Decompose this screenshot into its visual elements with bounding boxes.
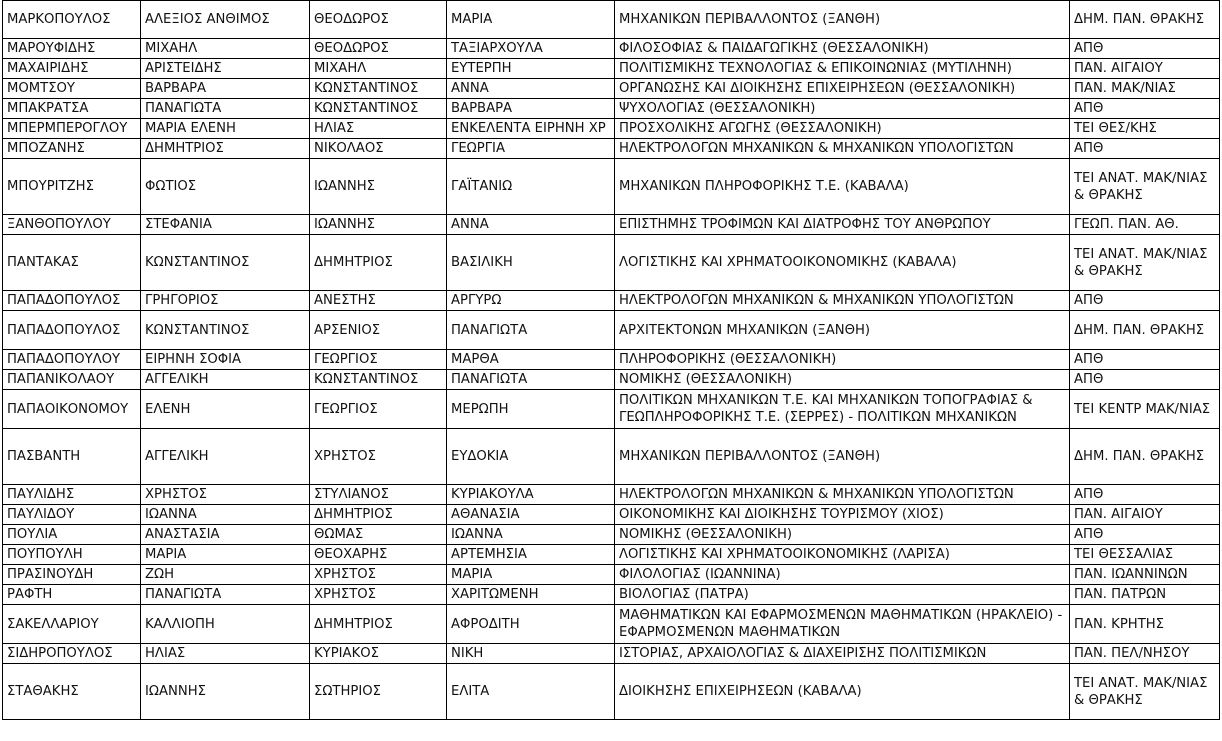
mother-name-cell: ΠΑΝΑΓΙΩΤΑ: [447, 311, 615, 350]
mother-name-cell: ΒΑΡΒΑΡΑ: [447, 99, 615, 119]
institution-cell: ΤΕΙ ΚΕΝΤΡ ΜΑΚ/ΝΙΑΣ: [1070, 390, 1220, 429]
institution-cell: ΑΠΘ: [1070, 525, 1220, 545]
father-name-cell: ΔΗΜΗΤΡΙΟΣ: [310, 605, 447, 644]
surname-cell: ΠΑΣΒΑΝΤΗ: [3, 429, 141, 485]
father-name-cell: ΘΕΟΔΩΡΟΣ: [310, 39, 447, 59]
first-name-cell: ΙΩΑΝΝΗΣ: [141, 664, 310, 720]
table-row: [3, 485, 1220, 505]
father-name-cell: ΘΕΟΧΑΡΗΣ: [310, 545, 447, 565]
department-cell: ΗΛΕΚΤΡΟΛΟΓΩΝ ΜΗΧΑΝΙΚΩΝ & ΜΗΧΑΝΙΚΩΝ ΥΠΟΛΟΓΙΣΤΩΝ: [615, 139, 1070, 159]
mother-name-cell: ΕΥΤΕΡΠΗ: [447, 59, 615, 79]
father-name-cell: ΘΕΟΔΩΡΟΣ: [310, 1, 447, 39]
department-cell: ΝΟΜΙΚΗΣ (ΘΕΣΣΑΛΟΝΙΚΗ): [615, 370, 1070, 390]
father-name-cell: ΧΡΗΣΤΟΣ: [310, 565, 447, 585]
department-cell: ΛΟΓΙΣΤΙΚΗΣ ΚΑΙ ΧΡΗΜΑΤΟΟΙΚΟΝΟΜΙΚΗΣ (ΛΑΡΙΣΑ): [615, 545, 1070, 565]
father-name-cell: ΘΩΜΑΣ: [310, 525, 447, 545]
department-cell: ΜΑΘΗΜΑΤΙΚΩΝ ΚΑΙ ΕΦΑΡΜΟΣΜΕΝΩΝ ΜΑΘΗΜΑΤΙΚΩΝ (ΗΡΑΚΛΕΙΟ) - ΕΦΑΡΜΟΣΜΕΝΩΝ ΜΑΘΗΜΑΤΙΚΩΝ: [615, 605, 1070, 644]
mother-name-cell: ΜΑΡΙΑ: [447, 1, 615, 39]
institution-cell: ΤΕΙ ΑΝΑΤ. ΜΑΚ/ΝΙΑΣ & ΘΡΑΚΗΣ: [1070, 664, 1220, 720]
surname-cell: ΠΑΠΑΟΙΚΟΝΟΜΟΥ: [3, 390, 141, 429]
father-name-cell: ΑΝΕΣΤΗΣ: [310, 291, 447, 311]
surname-cell: ΜΠΑΚΡΑΤΣΑ: [3, 99, 141, 119]
mother-name-cell: ΑΝΝΑ: [447, 215, 615, 235]
department-cell: ΠΛΗΡΟΦΟΡΙΚΗΣ (ΘΕΣΣΑΛΟΝΙΚΗ): [615, 350, 1070, 370]
first-name-cell: ΑΓΓΕΛΙΚΗ: [141, 370, 310, 390]
department-cell: ΜΗΧΑΝΙΚΩΝ ΠΕΡΙΒΑΛΛΟΝΤΟΣ (ΞΑΝΘΗ): [615, 429, 1070, 485]
first-name-cell: ΚΑΛΛΙΟΠΗ: [141, 605, 310, 644]
first-name-cell: ΑΝΑΣΤΑΣΙΑ: [141, 525, 310, 545]
institution-cell: ΠΑΝ. ΠΑΤΡΩΝ: [1070, 585, 1220, 605]
mother-name-cell: ΕΛΙΤΑ: [447, 664, 615, 720]
father-name-cell: ΓΕΩΡΓΙΟΣ: [310, 390, 447, 429]
first-name-cell: ΑΛΕΞΙΟΣ ΑΝΘΙΜΟΣ: [141, 1, 310, 39]
first-name-cell: ΠΑΝΑΓΙΩΤΑ: [141, 585, 310, 605]
father-name-cell: ΚΩΝΣΤΑΝΤΙΝΟΣ: [310, 370, 447, 390]
surname-cell: ΜΑΡΟΥΦΙΔΗΣ: [3, 39, 141, 59]
mother-name-cell: ΒΑΣΙΛΙΚΗ: [447, 235, 615, 291]
mother-name-cell: ΜΑΡΘΑ: [447, 350, 615, 370]
table-row: [3, 159, 1220, 215]
father-name-cell: ΓΕΩΡΓΙΟΣ: [310, 350, 447, 370]
table-row: [3, 429, 1220, 485]
surname-cell: ΠΑΠΑΔΟΠΟΥΛΟΣ: [3, 311, 141, 350]
mother-name-cell: ΙΩΑΝΝΑ: [447, 525, 615, 545]
table-row: [3, 605, 1220, 644]
institution-cell: ΠΑΝ. ΑΙΓΑΙΟΥ: [1070, 59, 1220, 79]
surname-cell: ΞΑΝΘΟΠΟΥΛΟΥ: [3, 215, 141, 235]
table-row: [3, 664, 1220, 720]
first-name-cell: ΑΡΙΣΤΕΙΔΗΣ: [141, 59, 310, 79]
father-name-cell: ΧΡΗΣΤΟΣ: [310, 429, 447, 485]
first-name-cell: ΜΑΡΙΑ: [141, 545, 310, 565]
surname-cell: ΠΑΥΛΙΔΗΣ: [3, 485, 141, 505]
mother-name-cell: ΓΕΩΡΓΙΑ: [447, 139, 615, 159]
surname-cell: ΠΡΑΣΙΝΟΥΔΗ: [3, 565, 141, 585]
first-name-cell: ΧΡΗΣΤΟΣ: [141, 485, 310, 505]
department-cell: ΔΙΟΙΚΗΣΗΣ ΕΠΙΧΕΙΡΗΣΕΩΝ (ΚΑΒΑΛΑ): [615, 664, 1070, 720]
institution-cell: ΑΠΘ: [1070, 99, 1220, 119]
institution-cell: ΔΗΜ. ΠΑΝ. ΘΡΑΚΗΣ: [1070, 311, 1220, 350]
mother-name-cell: ΤΑΞΙΑΡΧΟΥΛΑ: [447, 39, 615, 59]
surname-cell: ΣΤΑΘΑΚΗΣ: [3, 664, 141, 720]
mother-name-cell: ΝΙΚΗ: [447, 644, 615, 664]
mother-name-cell: ΕΝΚΕΛΕΝΤΑ ΕΙΡΗΝΗ ΧΡ: [447, 119, 615, 139]
surname-cell: ΜΠΕΡΜΠΕΡΟΓΛΟΥ: [3, 119, 141, 139]
institution-cell: ΑΠΘ: [1070, 485, 1220, 505]
father-name-cell: ΚΩΝΣΤΑΝΤΙΝΟΣ: [310, 99, 447, 119]
father-name-cell: ΜΙΧΑΗΛ: [310, 59, 447, 79]
institution-cell: ΤΕΙ ΑΝΑΤ. ΜΑΚ/ΝΙΑΣ & ΘΡΑΚΗΣ: [1070, 235, 1220, 291]
department-cell: ΟΡΓΑΝΩΣΗΣ ΚΑΙ ΔΙΟΙΚΗΣΗΣ ΕΠΙΧΕΙΡΗΣΕΩΝ (ΘΕΣΣΑΛΟΝΙΚΗ): [615, 79, 1070, 99]
mother-name-cell: ΑΡΤΕΜΗΣΙΑ: [447, 545, 615, 565]
institution-cell: ΠΑΝ. ΙΩΑΝΝΙΝΩΝ: [1070, 565, 1220, 585]
institution-cell: ΠΑΝ. ΚΡΗΤΗΣ: [1070, 605, 1220, 644]
institution-cell: ΔΗΜ. ΠΑΝ. ΘΡΑΚΗΣ: [1070, 429, 1220, 485]
mother-name-cell: ΜΕΡΩΠΗ: [447, 390, 615, 429]
department-cell: ΙΣΤΟΡΙΑΣ, ΑΡΧΑΙΟΛΟΓΙΑΣ & ΔΙΑΧΕΙΡΙΣΗΣ ΠΟΛΙΤΙΣΜΙΚΩΝ: [615, 644, 1070, 664]
table-row: [3, 585, 1220, 605]
first-name-cell: ΑΓΓΕΛΙΚΗ: [141, 429, 310, 485]
table-row: [3, 311, 1220, 350]
institution-cell: ΔΗΜ. ΠΑΝ. ΘΡΑΚΗΣ: [1070, 1, 1220, 39]
first-name-cell: ΜΑΡΙΑ ΕΛΕΝΗ: [141, 119, 310, 139]
table-row: [3, 1, 1220, 39]
table-row: [3, 291, 1220, 311]
institution-cell: ΑΠΘ: [1070, 139, 1220, 159]
first-name-cell: ΖΩΗ: [141, 565, 310, 585]
institution-cell: ΤΕΙ ΘΕΣΣΑΛΙΑΣ: [1070, 545, 1220, 565]
father-name-cell: ΚΥΡΙΑΚΟΣ: [310, 644, 447, 664]
surname-cell: ΣΑΚΕΛΛΑΡΙΟΥ: [3, 605, 141, 644]
first-name-cell: ΙΩΑΝΝΑ: [141, 505, 310, 525]
father-name-cell: ΔΗΜΗΤΡΙΟΣ: [310, 505, 447, 525]
institution-cell: ΠΑΝ. ΜΑΚ/ΝΙΑΣ: [1070, 79, 1220, 99]
first-name-cell: ΚΩΝΣΤΑΝΤΙΝΟΣ: [141, 235, 310, 291]
first-name-cell: ΓΡΗΓΟΡΙΟΣ: [141, 291, 310, 311]
table-row: [3, 370, 1220, 390]
mother-name-cell: ΕΥΔΟΚΙΑ: [447, 429, 615, 485]
surname-cell: ΜΠΟΥΡΙΤΖΗΣ: [3, 159, 141, 215]
department-cell: ΝΟΜΙΚΗΣ (ΘΕΣΣΑΛΟΝΙΚΗ): [615, 525, 1070, 545]
surname-cell: ΠΑΠΑΔΟΠΟΥΛΟΥ: [3, 350, 141, 370]
institution-cell: ΑΠΘ: [1070, 370, 1220, 390]
department-cell: ΠΟΛΙΤΙΚΩΝ ΜΗΧΑΝΙΚΩΝ Τ.Ε. ΚΑΙ ΜΗΧΑΝΙΚΩΝ ΤΟΠΟΓΡΑΦΙΑΣ & ΓΕΩΠΛΗΡΟΦΟΡΙΚΗΣ Τ.Ε. (ΣΕΡΡΕΣ) - ΠΟΛΙΤΙΚΩΝ ΜΗΧΑΝΙΚΩΝ: [615, 390, 1070, 429]
department-cell: ΜΗΧΑΝΙΚΩΝ ΠΛΗΡΟΦΟΡΙΚΗΣ Τ.Ε. (ΚΑΒΑΛΑ): [615, 159, 1070, 215]
department-cell: ΟΙΚΟΝΟΜΙΚΗΣ ΚΑΙ ΔΙΟΙΚΗΣΗΣ ΤΟΥΡΙΣΜΟΥ (ΧΙΟΣ): [615, 505, 1070, 525]
department-cell: ΑΡΧΙΤΕΚΤΟΝΩΝ ΜΗΧΑΝΙΚΩΝ (ΞΑΝΘΗ): [615, 311, 1070, 350]
father-name-cell: ΗΛΙΑΣ: [310, 119, 447, 139]
mother-name-cell: ΑΡΓΥΡΩ: [447, 291, 615, 311]
institution-cell: ΠΑΝ. ΑΙΓΑΙΟΥ: [1070, 505, 1220, 525]
institution-cell: ΤΕΙ ΑΝΑΤ. ΜΑΚ/ΝΙΑΣ & ΘΡΑΚΗΣ: [1070, 159, 1220, 215]
mother-name-cell: ΑΦΡΟΔΙΤΗ: [447, 605, 615, 644]
mother-name-cell: ΧΑΡΙΤΩΜΕΝΗ: [447, 585, 615, 605]
table-row: [3, 59, 1220, 79]
first-name-cell: ΕΙΡΗΝΗ ΣΟΦΙΑ: [141, 350, 310, 370]
mother-name-cell: ΑΘΑΝΑΣΙΑ: [447, 505, 615, 525]
institution-cell: ΑΠΘ: [1070, 39, 1220, 59]
department-cell: ΒΙΟΛΟΓΙΑΣ (ΠΑΤΡΑ): [615, 585, 1070, 605]
surname-cell: ΡΑΦΤΗ: [3, 585, 141, 605]
department-cell: ΕΠΙΣΤΗΜΗΣ ΤΡΟΦΙΜΩΝ ΚΑΙ ΔΙΑΤΡΟΦΗΣ ΤΟΥ ΑΝΘΡΩΠΟΥ: [615, 215, 1070, 235]
first-name-cell: ΔΗΜΗΤΡΙΟΣ: [141, 139, 310, 159]
department-cell: ΗΛΕΚΤΡΟΛΟΓΩΝ ΜΗΧΑΝΙΚΩΝ & ΜΗΧΑΝΙΚΩΝ ΥΠΟΛΟΓΙΣΤΩΝ: [615, 291, 1070, 311]
father-name-cell: ΝΙΚΟΛΑΟΣ: [310, 139, 447, 159]
mother-name-cell: ΜΑΡΙΑ: [447, 565, 615, 585]
table-row: [3, 390, 1220, 429]
department-cell: ΦΙΛΟΣΟΦΙΑΣ & ΠΑΙΔΑΓΩΓΙΚΗΣ (ΘΕΣΣΑΛΟΝΙΚΗ): [615, 39, 1070, 59]
father-name-cell: ΧΡΗΣΤΟΣ: [310, 585, 447, 605]
surname-cell: ΠΑΠΑΝΙΚΟΛΑΟΥ: [3, 370, 141, 390]
first-name-cell: ΣΤΕΦΑΝΙΑ: [141, 215, 310, 235]
table-row: [3, 350, 1220, 370]
table-row: [3, 525, 1220, 545]
table-row: [3, 99, 1220, 119]
table-row: [3, 235, 1220, 291]
department-cell: ΨΥΧΟΛΟΓΙΑΣ (ΘΕΣΣΑΛΟΝΙΚΗ): [615, 99, 1070, 119]
surname-cell: ΣΙΔΗΡΟΠΟΥΛΟΣ: [3, 644, 141, 664]
first-name-cell: ΕΛΕΝΗ: [141, 390, 310, 429]
father-name-cell: ΚΩΝΣΤΑΝΤΙΝΟΣ: [310, 79, 447, 99]
first-name-cell: ΦΩΤΙΟΣ: [141, 159, 310, 215]
surname-cell: ΜΑΧΑΙΡΙΔΗΣ: [3, 59, 141, 79]
first-name-cell: ΠΑΝΑΓΙΩΤΑ: [141, 99, 310, 119]
mother-name-cell: ΚΥΡΙΑΚΟΥΛΑ: [447, 485, 615, 505]
institution-cell: ΠΑΝ. ΠΕΛ/ΝΗΣΟΥ: [1070, 644, 1220, 664]
surname-cell: ΜΠΟΖΑΝΗΣ: [3, 139, 141, 159]
surname-cell: ΠΑΝΤΑΚΑΣ: [3, 235, 141, 291]
father-name-cell: ΙΩΑΝΝΗΣ: [310, 215, 447, 235]
department-cell: ΛΟΓΙΣΤΙΚΗΣ ΚΑΙ ΧΡΗΜΑΤΟΟΙΚΟΝΟΜΙΚΗΣ (ΚΑΒΑΛΑ): [615, 235, 1070, 291]
department-cell: ΗΛΕΚΤΡΟΛΟΓΩΝ ΜΗΧΑΝΙΚΩΝ & ΜΗΧΑΝΙΚΩΝ ΥΠΟΛΟΓΙΣΤΩΝ: [615, 485, 1070, 505]
table-row: [3, 119, 1220, 139]
institution-cell: ΑΠΘ: [1070, 291, 1220, 311]
first-name-cell: ΗΛΙΑΣ: [141, 644, 310, 664]
first-name-cell: ΒΑΡΒΑΡΑ: [141, 79, 310, 99]
table-row: [3, 215, 1220, 235]
department-cell: ΠΡΟΣΧΟΛΙΚΗΣ ΑΓΩΓΗΣ (ΘΕΣΣΑΛΟΝΙΚΗ): [615, 119, 1070, 139]
father-name-cell: ΙΩΑΝΝΗΣ: [310, 159, 447, 215]
surname-cell: ΜΟΜΤΣΟΥ: [3, 79, 141, 99]
institution-cell: ΤΕΙ ΘΕΣ/ΚΗΣ: [1070, 119, 1220, 139]
first-name-cell: ΚΩΝΣΤΑΝΤΙΝΟΣ: [141, 311, 310, 350]
mother-name-cell: ΑΝΝΑ: [447, 79, 615, 99]
surname-cell: ΠΑΥΛΙΔΟΥ: [3, 505, 141, 525]
department-cell: ΦΙΛΟΛΟΓΙΑΣ (ΙΩΑΝΝΙΝΑ): [615, 565, 1070, 585]
father-name-cell: ΣΩΤΗΡΙΟΣ: [310, 664, 447, 720]
table-row: [3, 139, 1220, 159]
institution-cell: ΑΠΘ: [1070, 350, 1220, 370]
surname-cell: ΠΟΥΠΟΥΛΗ: [3, 545, 141, 565]
surname-cell: ΠΟΥΛΙΑ: [3, 525, 141, 545]
department-cell: ΜΗΧΑΝΙΚΩΝ ΠΕΡΙΒΑΛΛΟΝΤΟΣ (ΞΑΝΘΗ): [615, 1, 1070, 39]
institution-cell: ΓΕΩΠ. ΠΑΝ. ΑΘ.: [1070, 215, 1220, 235]
department-cell: ΠΟΛΙΤΙΣΜΙΚΗΣ ΤΕΧΝΟΛΟΓΙΑΣ & ΕΠΙΚΟΙΝΩΝΙΑΣ (ΜΥΤΙΛΗΝΗ): [615, 59, 1070, 79]
table-row: [3, 505, 1220, 525]
mother-name-cell: ΠΑΝΑΓΙΩΤΑ: [447, 370, 615, 390]
surname-cell: ΜΑΡΚΟΠΟΥΛΟΣ: [3, 1, 141, 39]
father-name-cell: ΣΤΥΛΙΑΝΟΣ: [310, 485, 447, 505]
table-row: [3, 565, 1220, 585]
results-table: [2, 0, 1220, 720]
table-row: [3, 39, 1220, 59]
table-row: [3, 79, 1220, 99]
table-row: [3, 545, 1220, 565]
surname-cell: ΠΑΠΑΔΟΠΟΥΛΟΣ: [3, 291, 141, 311]
mother-name-cell: ΓΑΪΤΑΝΙΩ: [447, 159, 615, 215]
table-row: [3, 644, 1220, 664]
first-name-cell: ΜΙΧΑΗΛ: [141, 39, 310, 59]
father-name-cell: ΑΡΣΕΝΙΟΣ: [310, 311, 447, 350]
father-name-cell: ΔΗΜΗΤΡΙΟΣ: [310, 235, 447, 291]
